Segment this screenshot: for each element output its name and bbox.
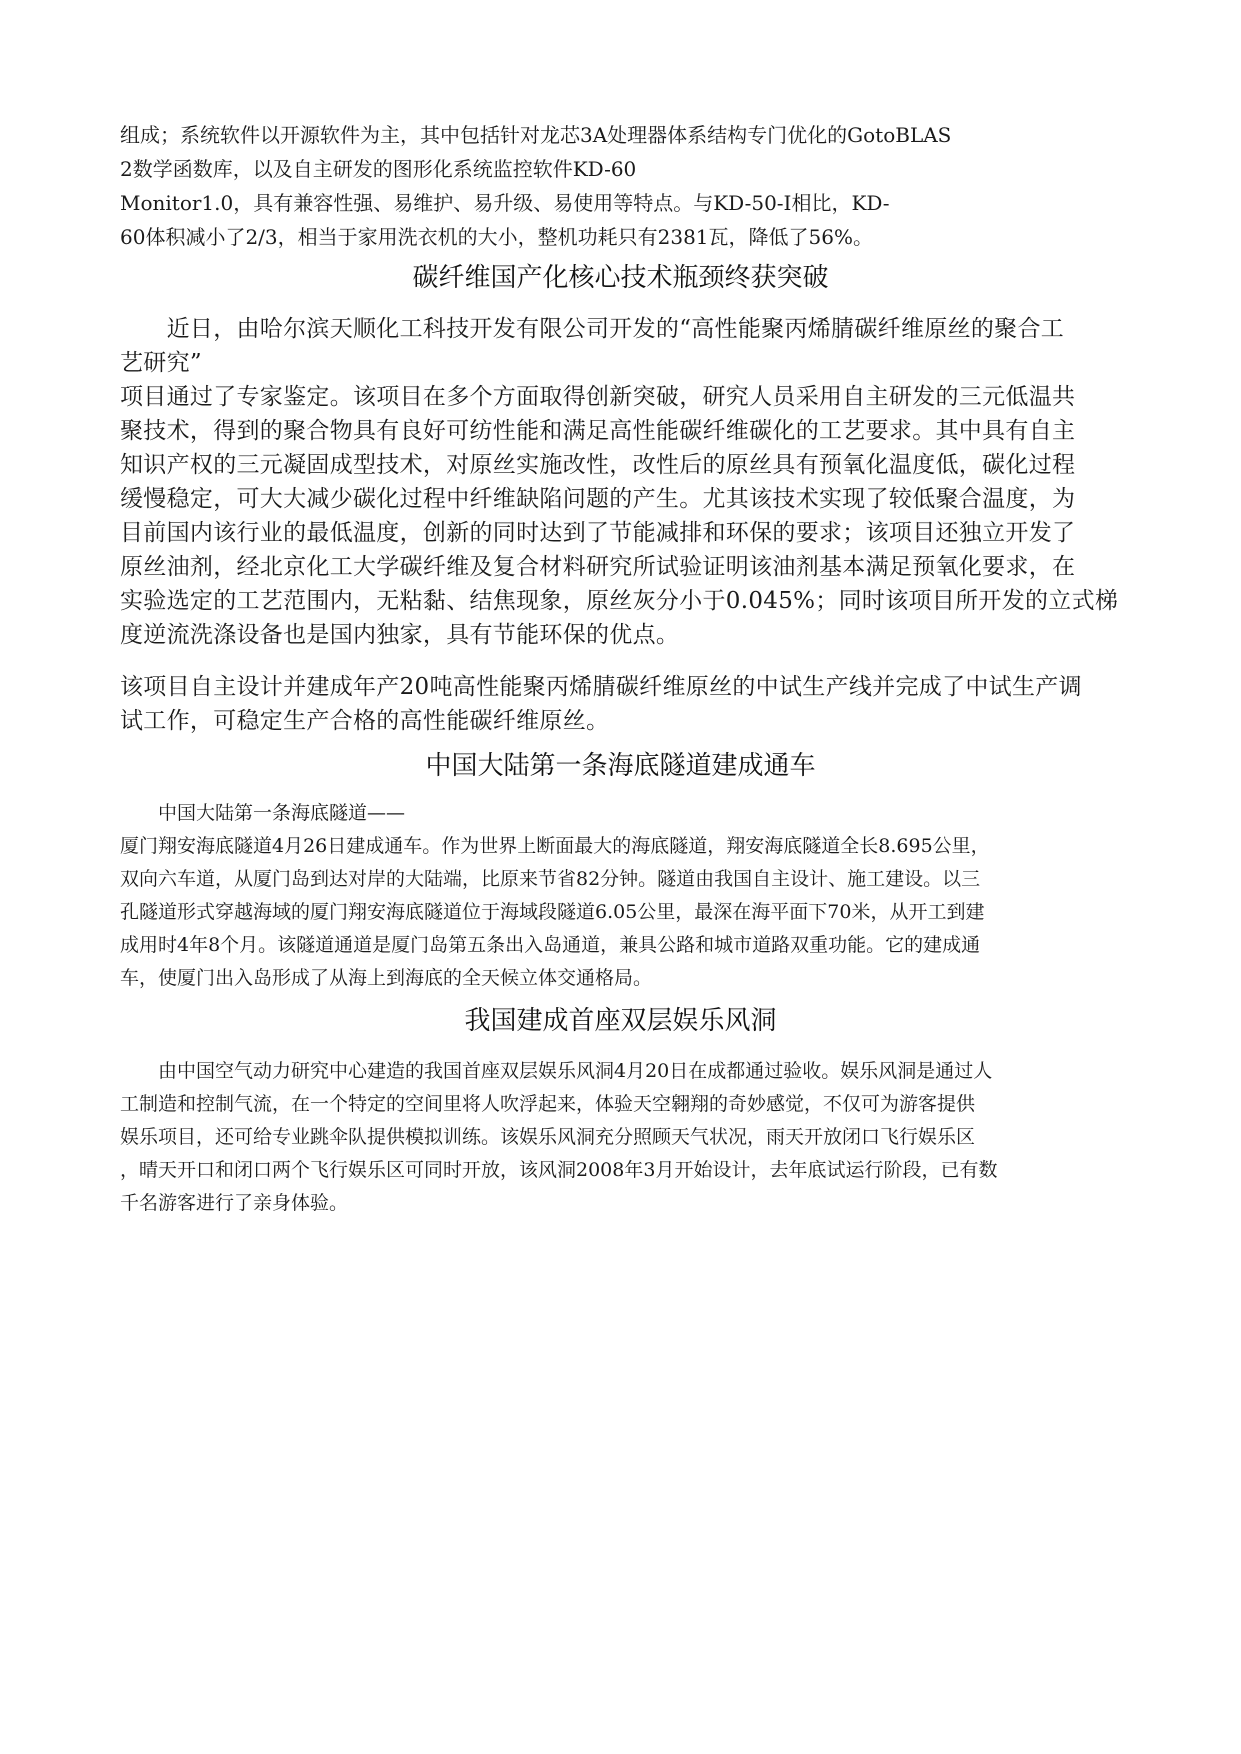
intro-line: Monitor1.0，具有兼容性强、易维护、易升级、易使用等特点。与KD-50-I相比，KD- bbox=[120, 191, 890, 215]
paragraph-line: 艺研究” bbox=[120, 350, 202, 376]
paragraph-line: 知识产权的三元凝固成型技术，对原丝实施改性，改性后的原丝具有预氧化温度低，碳化过程 bbox=[120, 452, 1076, 478]
paragraph-line: 聚技术，得到的聚合物具有良好可纺性能和满足高性能碳纤维碳化的工艺要求。其中具有自主 bbox=[120, 418, 1076, 444]
paragraph-line: 目前国内该行业的最低温度，创新的同时达到了节能减排和环保的要求；该项目还独立开发了 bbox=[120, 520, 1076, 546]
paragraph-line: 双向六车道，从厦门岛到达对岸的大陆端，比原来节省82分钟。隧道由我国自主设计、施工建设。以三 bbox=[120, 868, 981, 890]
paragraph-line: ，晴天开口和闭口两个飞行娱乐区可同时开放，该风洞2008年3月开始设计，去年底试运行阶段，已有数 bbox=[120, 1159, 998, 1181]
paragraph-line: 成用时4年8个月。该隧道通道是厦门岛第五条出入岛通道，兼具公路和城市道路双重功能。它的建成通 bbox=[120, 934, 981, 956]
intro-line: 60体积减小了2/3，相当于家用洗衣机的大小，整机功耗只有2381瓦，降低了56%。 bbox=[120, 225, 873, 249]
section-heading: 我国建成首座双层娱乐风洞 bbox=[464, 1006, 777, 1036]
paragraph-line: 中国大陆第一条海底隧道—— bbox=[120, 802, 406, 824]
paragraph-line: 度逆流洗涤设备也是国内独家，具有节能环保的优点。 bbox=[120, 622, 680, 648]
section-heading: 碳纤维国产化核心技术瓶颈终获突破 bbox=[412, 263, 829, 293]
paragraph-line: 千名游客进行了亲身体验。 bbox=[120, 1192, 349, 1214]
paragraph-line: 娱乐项目，还可给专业跳伞队提供模拟训练。该娱乐风洞充分照顾天气状况，雨天开放闭口飞行娱乐区 bbox=[120, 1126, 976, 1148]
paragraph-line: 项目通过了专家鉴定。该项目在多个方面取得创新突破，研究人员采用自主研发的三元低温共 bbox=[120, 384, 1076, 410]
section-heading: 中国大陆第一条海底隧道建成通车 bbox=[425, 751, 816, 781]
paragraph-line: 厦门翔安海底隧道4月26日建成通车。作为世界上断面最大的海底隧道，翔安海底隧道全长8.695公里， bbox=[120, 835, 990, 857]
intro-line: 组成；系统软件以开源软件为主，其中包括针对龙芯3A处理器体系结构专门优化的GotoBLAS bbox=[120, 123, 952, 147]
paragraph-line: 孔隧道形式穿越海域的厦门翔安海底隧道位于海域段隧道6.05公里，最深在海平面下70米，从开工到建 bbox=[120, 901, 985, 923]
paragraph-line: 车，使厦门出入岛形成了从海上到海底的全天候立体交通格局。 bbox=[120, 967, 653, 989]
intro-line: 2数学函数库，以及自主研发的图形化系统监控软件KD-60 bbox=[120, 157, 637, 181]
paragraph-line: 工制造和控制气流，在一个特定的空间里将人吹浮起来，体验天空翱翔的奇妙感觉，不仅可为游客提供 bbox=[120, 1093, 976, 1115]
paragraph-line: 该项目自主设计并建成年产20吨高性能聚丙烯腈碳纤维原丝的中试生产线并完成了中试生产调 bbox=[120, 674, 1082, 700]
paragraph-line: 原丝油剂，经北京化工大学碳纤维及复合材料研究所试验证明该油剂基本满足预氧化要求，在 bbox=[120, 554, 1076, 580]
paragraph-line: 由中国空气动力研究中心建造的我国首座双层娱乐风洞4月20日在成都通过验收。娱乐风洞是通过人 bbox=[120, 1060, 993, 1082]
paragraph-line: 实验选定的工艺范围内，无粘黏、结焦现象，原丝灰分小于0.045%；同时该项目所开发的立式梯 bbox=[120, 588, 1119, 614]
paragraph-line: 近日，由哈尔滨天顺化工科技开发有限公司开发的“高性能聚丙烯腈碳纤维原丝的聚合工 bbox=[120, 316, 1065, 342]
paragraph-line: 试工作，可稳定生产合格的高性能碳纤维原丝。 bbox=[120, 708, 610, 734]
paragraph-line: 缓慢稳定，可大大减少碳化过程中纤维缺陷问题的产生。尤其该技术实现了较低聚合温度，为 bbox=[120, 486, 1076, 512]
